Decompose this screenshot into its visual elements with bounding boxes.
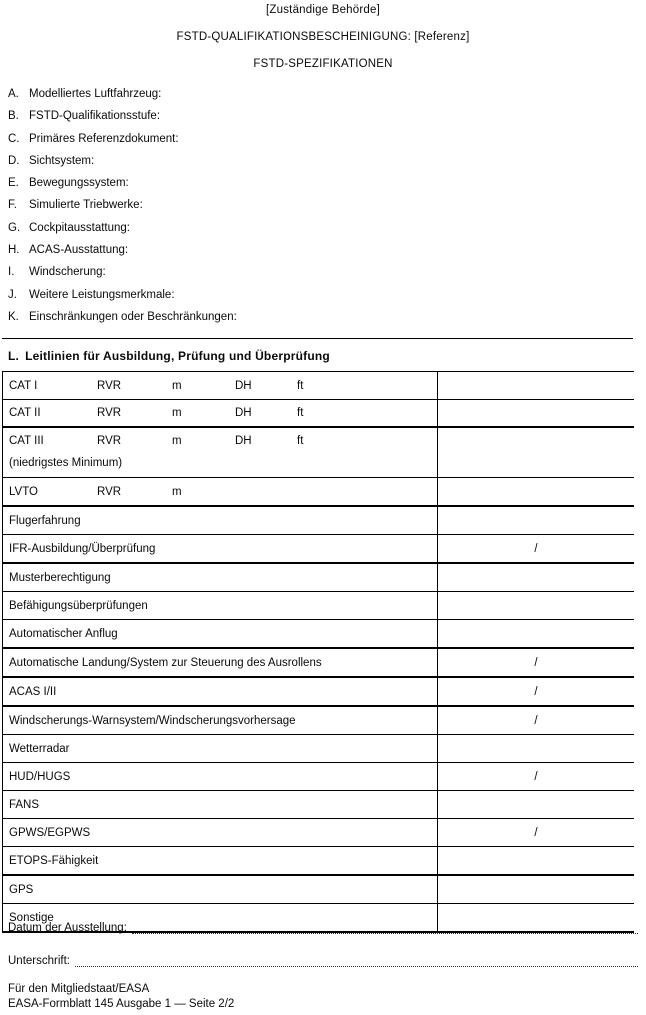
meters-label: m — [172, 407, 182, 419]
spec-item-label: FSTD-Qualifikationsstufe: — [29, 110, 161, 123]
value-cell[interactable] — [438, 507, 634, 534]
spec-item-label: Windscherung: — [29, 266, 106, 279]
spec-item-a — [8, 88, 638, 110]
feet-label: ft — [297, 435, 304, 447]
value-cell[interactable] — [438, 400, 634, 426]
table-row-hud-hugs — [3, 763, 634, 791]
dh-label: DH — [235, 435, 252, 447]
specifications-subtitle: FSTD-SPEZIFIKATIONEN — [253, 58, 393, 70]
spec-item-label: Weitere Leistungsmerkmale: — [29, 288, 175, 301]
row-label: Flugerfahrung — [3, 507, 438, 534]
table-row-windscherung — [3, 707, 634, 735]
row-label: HUD/HUGS — [3, 763, 438, 790]
dh-label: DH — [235, 407, 252, 419]
spec-item-f — [8, 199, 638, 221]
spec-item-letter: F. — [8, 199, 17, 212]
value-cell[interactable] — [438, 876, 634, 903]
row-label: FANS — [3, 791, 438, 818]
spec-item-c — [8, 133, 638, 155]
spec-item-letter: K. — [8, 310, 19, 323]
row-label-cell — [3, 478, 438, 505]
spec-item-label: Bewegungssystem: — [29, 177, 129, 190]
table-row-befaehigungsueberpruefungen — [3, 592, 634, 620]
value-cell[interactable]: / — [534, 826, 538, 839]
value-cell[interactable] — [438, 592, 634, 619]
row-label: Sonstige — [3, 904, 438, 931]
table-row-ifr-ausbildung — [3, 535, 634, 564]
rvr-label: RVR — [97, 407, 122, 419]
signature-fill-line[interactable] — [75, 957, 638, 967]
spec-item-letter: J. — [8, 288, 17, 301]
value-cell[interactable] — [438, 428, 634, 477]
section-l-letter: L. — [8, 349, 20, 363]
section-divider — [2, 338, 633, 339]
value-cell[interactable] — [438, 791, 634, 818]
spec-item-label: Sichtsystem: — [29, 154, 95, 167]
table-row-lvto — [3, 478, 634, 507]
spec-item-letter: D. — [8, 154, 20, 167]
table-row-cat-ii — [3, 400, 634, 428]
spec-item-letter: G. — [8, 221, 21, 234]
dh-label — [235, 486, 297, 498]
row-label: IFR-Ausbildung/Überprüfung — [3, 535, 438, 562]
row-label: Wetterradar — [3, 735, 438, 762]
table-row-flugerfahrung — [3, 507, 634, 535]
authority-line: [Zuständige Behörde] — [266, 4, 380, 16]
row-label: Automatische Landung/System zur Steuerung des Ausrollens — [3, 649, 438, 676]
meters-label: m — [172, 379, 182, 392]
row-label: CAT III — [9, 435, 44, 447]
row-label-cell — [3, 400, 438, 426]
row-label: ETOPS-Fähigkeit — [3, 847, 438, 874]
value-cell[interactable] — [438, 620, 634, 647]
specification-list — [8, 88, 638, 333]
table-row-gps — [3, 876, 634, 904]
spec-item-g — [8, 222, 638, 244]
value-cell[interactable] — [438, 735, 634, 762]
row-label: Befähigungsüberprüfungen — [3, 592, 438, 619]
rvr-label: RVR — [97, 379, 122, 392]
section-l-heading — [8, 349, 330, 363]
value-cell[interactable] — [438, 372, 634, 399]
spec-item-label: Cockpitausstattung: — [29, 221, 131, 234]
value-cell[interactable]: / — [534, 656, 538, 669]
spec-item-b — [8, 110, 638, 132]
spec-item-letter: A. — [8, 88, 19, 100]
spec-item-letter: H. — [8, 244, 20, 257]
rvr-label: RVR — [97, 485, 122, 498]
section-l-title: Leitlinien für Ausbildung, Prüfung und Überprüfung — [25, 349, 330, 363]
issue-date-fill-line[interactable] — [132, 924, 638, 934]
dh-label: DH — [235, 379, 252, 392]
value-cell[interactable] — [438, 478, 634, 505]
meters-label: m — [172, 485, 182, 498]
document-header — [0, 5, 646, 86]
certificate-title: FSTD-QUALIFIKATIONSBESCHEINIGUNG: [Referenz] — [176, 31, 470, 43]
table-row-gpws-egpws — [3, 819, 634, 847]
row-label-cell — [3, 372, 438, 399]
table-row-automatische-landung — [3, 649, 634, 678]
row-label: Automatischer Anflug — [3, 620, 438, 647]
spec-item-j — [8, 289, 638, 311]
spec-item-label: Primäres Referenzdokument: — [29, 132, 179, 145]
table-row-musterberechtigung — [3, 564, 634, 592]
spec-item-letter: C. — [8, 132, 20, 145]
table-row-cat-iii — [3, 428, 634, 478]
spec-item-label: Modelliertes Luftfahrzeug: — [29, 88, 162, 100]
spec-item-k — [8, 311, 638, 333]
form-reference-line: EASA-Formblatt 145 Ausgabe 1 — Seite 2/2 — [8, 998, 235, 1010]
member-state-line: Für den Mitgliedstaat/EASA — [8, 983, 150, 995]
spec-item-letter: E. — [8, 177, 19, 190]
rvr-label: RVR — [97, 435, 122, 447]
value-cell[interactable]: / — [534, 542, 538, 555]
signature-row — [8, 955, 638, 967]
row-label: CAT II — [9, 407, 41, 419]
spec-item-label: Simulierte Triebwerke: — [29, 199, 143, 212]
table-row-wetterradar — [3, 735, 634, 763]
meters-label: m — [172, 435, 182, 447]
value-cell[interactable] — [438, 847, 634, 874]
spec-item-letter: I. — [8, 266, 15, 279]
row-label: ACAS I/II — [3, 678, 438, 705]
table-row-etops — [3, 847, 634, 876]
table-row-fans — [3, 791, 634, 819]
table-row-acas — [3, 678, 634, 707]
feet-label: ft — [297, 407, 304, 419]
spec-item-e — [8, 177, 638, 199]
row-label: GPS — [3, 876, 438, 903]
row-label: LVTO — [9, 485, 38, 498]
row-label: Musterberechtigung — [3, 564, 438, 591]
row-label-cell — [3, 428, 438, 477]
row-label: GPWS/EGPWS — [3, 819, 438, 846]
feet-label: ft — [297, 379, 304, 392]
spec-item-label: ACAS-Ausstattung: — [29, 244, 129, 257]
spec-item-label: Einschränkungen oder Beschränkungen: — [29, 310, 237, 323]
spec-item-d — [8, 155, 638, 177]
table-row-automatischer-anflug — [3, 620, 634, 649]
spec-item-i — [8, 266, 638, 288]
value-cell[interactable]: / — [534, 770, 538, 783]
spec-item-letter: B. — [8, 110, 19, 123]
table-row-cat-i — [3, 372, 634, 400]
value-cell[interactable]: / — [534, 685, 538, 698]
training-guidelines-table — [2, 371, 634, 933]
value-cell[interactable]: / — [534, 714, 538, 727]
issue-date-row — [8, 922, 638, 934]
row-label: CAT I — [9, 379, 38, 392]
value-cell[interactable] — [438, 564, 634, 591]
spec-item-h — [8, 244, 638, 266]
issue-date-label: Datum der Ausstellung: — [8, 922, 127, 934]
lowest-minimum-note: (niedrigstes Minimum) — [9, 457, 123, 469]
signature-label: Unterschrift: — [8, 955, 70, 967]
row-label: Windscherungs-Warnsystem/Windscherungsvorhersage — [3, 707, 438, 734]
